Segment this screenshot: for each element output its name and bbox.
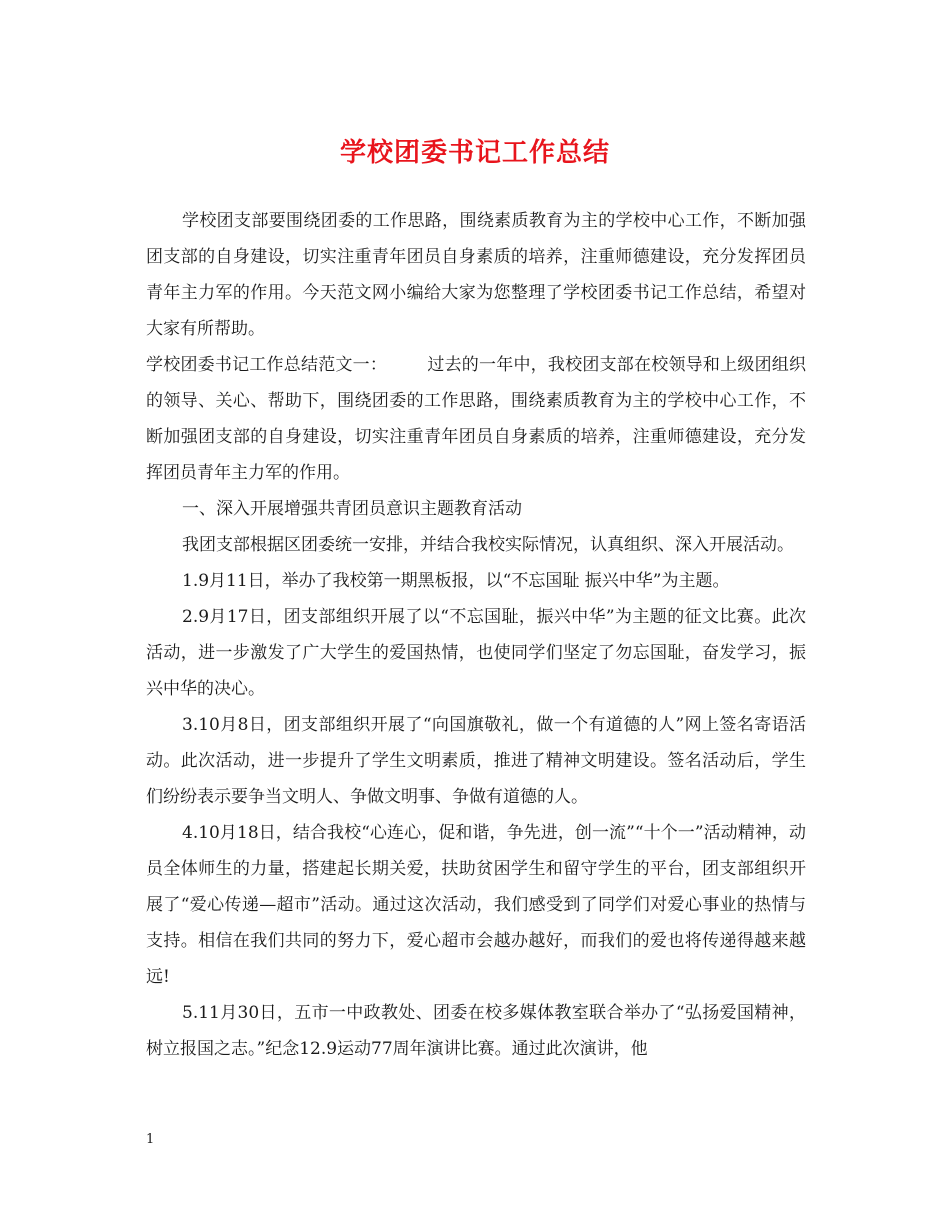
list-item-2: 2.9月17日，团支部组织开展了以“不忘国耻，振兴中华”为主题的征文比赛。此次活动，进一步激发了广大学生的爱国热情，也使同学们坚定了勿忘国耻，奋发学习，振兴中华的决心。 — [146, 607, 806, 699]
page-number: 1 — [146, 1132, 155, 1147]
document-title: 学校团委书记工作总结 — [339, 138, 610, 168]
sample-paragraph — [146, 347, 806, 491]
sample-heading: 学校团委书记工作总结范文一： — [146, 355, 388, 375]
sample-intro-text: 过去的一年中，我校团支部在校领导和上级团组织的领导、关心、帮助下，围绕团委的工作思路，围绕素质教育为主的学校中心工作，不断加强团支部的自身建设，切实注重青年团员自身素质的培养，注重师德建设，充分发挥团员青年主力军的作用。 — [146, 355, 807, 483]
body-paragraph: 我团支部根据区团委统一安排，并结合我校实际情况，认真组织、深入开展活动。 — [182, 535, 794, 555]
intro-paragraph: 学校团支部要围绕团委的工作思路，围绕素质教育为主的学校中心工作，不断加强团支部的自身建设，切实注重青年团员自身素质的培养，注重师德建设，充分发挥团员青年主力军的作用。今天范文网小编给大家为您整理了学校团委书记工作总结，希望对大家有所帮助。 — [146, 211, 806, 339]
list-item-3: 3.10月8日，团支部组织开展了“向国旗敬礼，做一个有道德的人”网上签名寄语活动。此次活动，进一步提升了学生文明素质，推进了精神文明建设。签名活动后，学生们纷纷表示要争当文明人、争做文明事、争做有道德的人。 — [146, 715, 806, 807]
list-item-5: 5.11月30日，五市一中政教处、团委在校多媒体教室联合举办了“弘扬爱国精神，树立报国之志。”纪念12.9运动77周年演讲比赛。通过此次演讲，他 — [146, 1003, 806, 1059]
document-body — [146, 203, 806, 1067]
section-heading: 一、深入开展增强共青团员意识主题教育活动 — [182, 499, 522, 519]
list-item-4: 4.10月18日，结合我校“心连心，促和谐，争先进，创一流”“十个一”活动精神，动员全体师生的力量，搭建起长期关爱，扶助贫困学生和留守学生的平台，团支部组织开展了“爱心传递—超市”活动。通过这次活动，我们感受到了同学们对爱心事业的热情与支持。相信在我们共同的努力下，爱心超市会越办越好，而我们的爱也将传递得越来越远! — [146, 823, 806, 987]
list-item-1: 1.9月11日，举办了我校第一期黑板报，以“不忘国耻 振兴中华”为主题。 — [182, 571, 730, 591]
